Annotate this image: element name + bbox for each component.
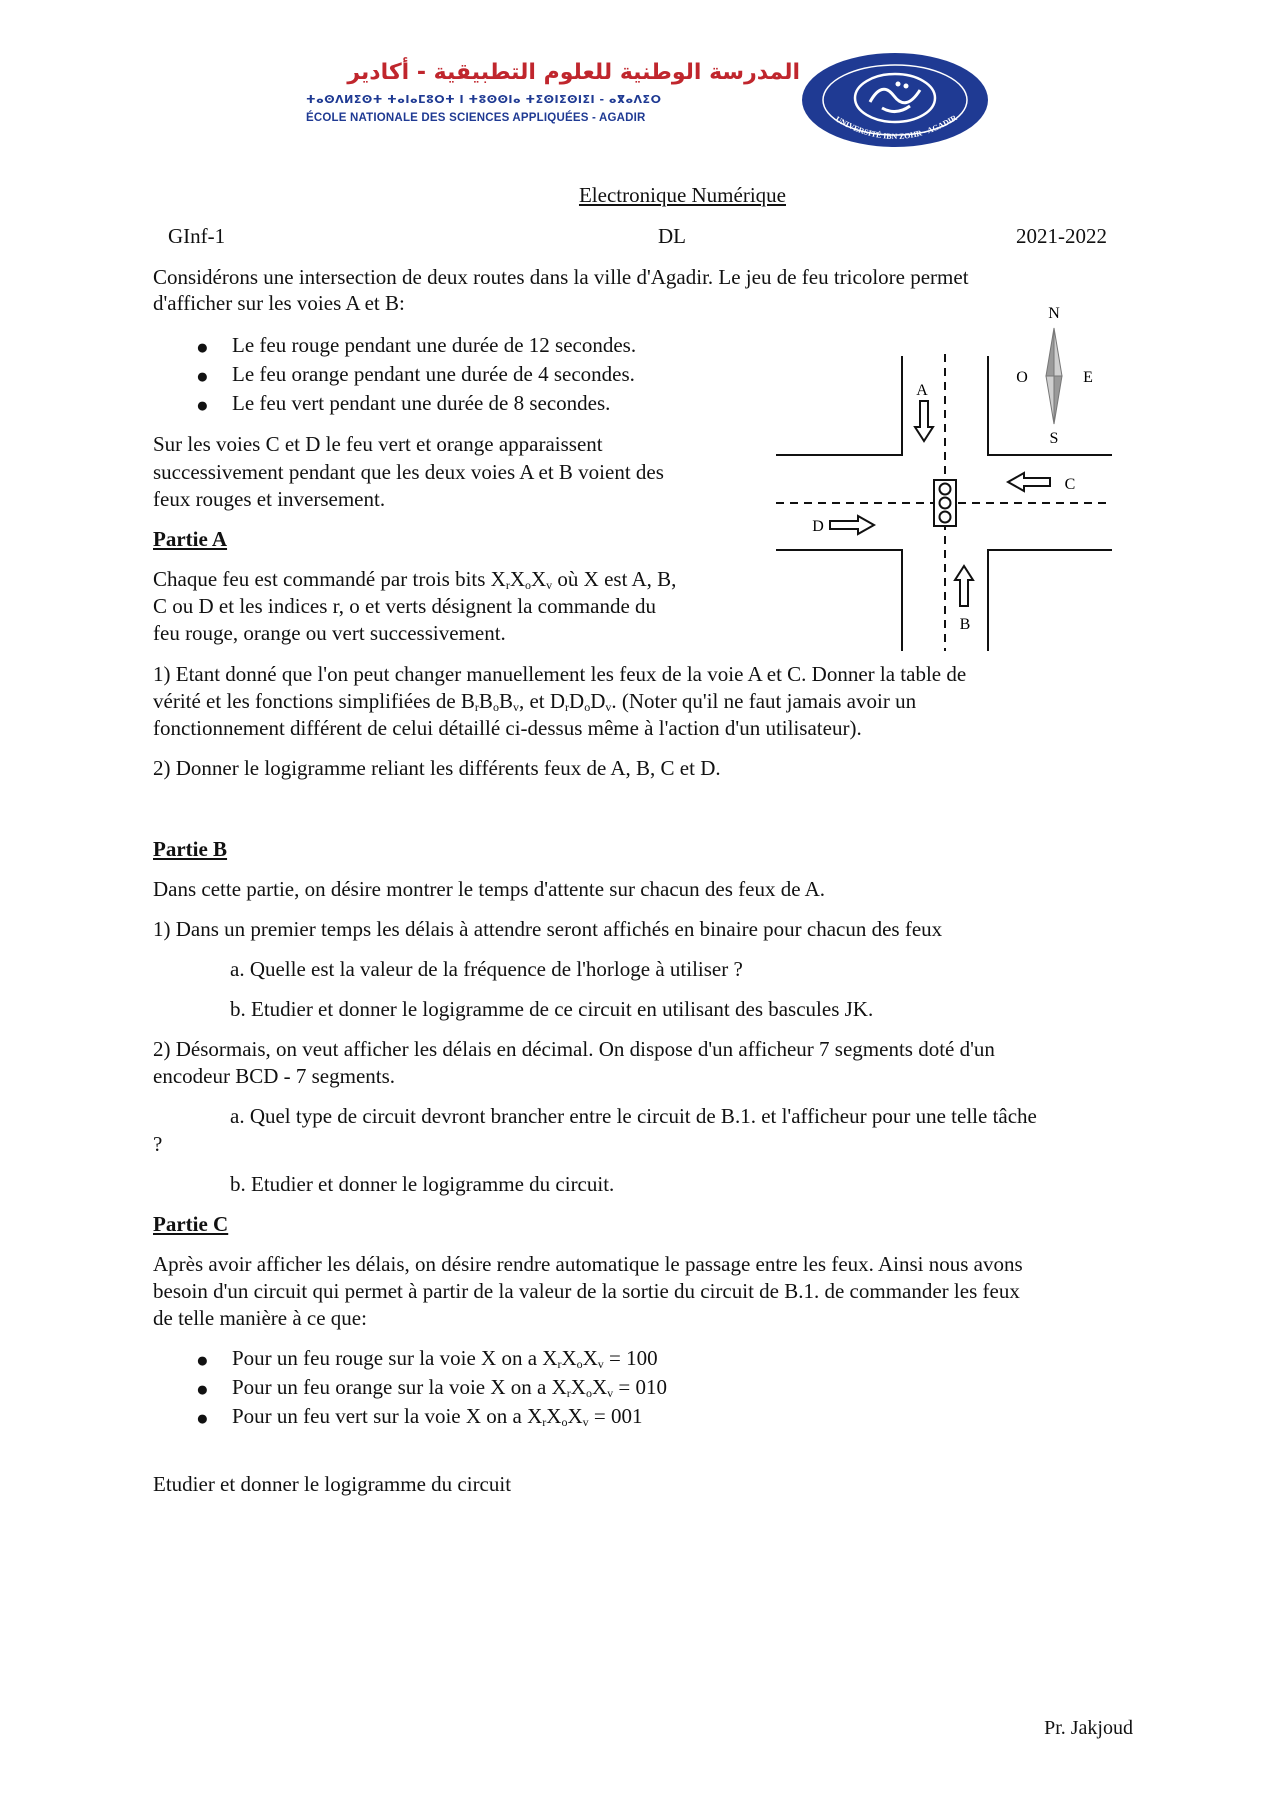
partie-b-q2a: a. Quel type de circuit devront brancher entre le circuit de B.1. et l'afficheur pour une telle tâche bbox=[230, 1104, 1037, 1128]
partie-a-desc-line-2: C ou D et les indices r, o et verts désignent la commande du bbox=[153, 594, 657, 618]
partie-b-q1a: a. Quelle est la valeur de la fréquence de l'horloge à utiliser ? bbox=[230, 957, 743, 981]
partie-c-closing: Etudier et donner le logigramme du circuit bbox=[153, 1472, 512, 1496]
partie-a-desc-line-3: feu rouge, orange ou vert successivement. bbox=[153, 621, 506, 645]
bullet-dot: ● bbox=[196, 364, 209, 388]
cd-line-3: feux rouges et inversement. bbox=[153, 487, 386, 511]
footer-author: Pr. Jakjoud bbox=[1044, 1717, 1133, 1739]
partie-a-q2: 2) Donner le logigramme reliant les différents feux de A, B, C et D. bbox=[153, 756, 721, 780]
bullet-dot: ● bbox=[196, 1406, 209, 1430]
cd-line-1: Sur les voies C et D le feu vert et orange apparaissent bbox=[153, 432, 603, 456]
partie-c-bullet-red: Pour un feu rouge sur la voie X on a $X_rX_oX_v = 100$ bbox=[232, 1346, 658, 1371]
partie-a-q1-line-1: 1) Etant donné que l'on peut changer manuellement les feux de la voie A et C. Donner la table de bbox=[153, 662, 967, 686]
bullet-orange-light: Le feu orange pendant une durée de 4 secondes. bbox=[232, 362, 635, 386]
compass-icon bbox=[1046, 328, 1062, 424]
bullet-dot: ● bbox=[196, 1377, 209, 1401]
lane-d-label: D bbox=[812, 518, 824, 535]
lane-a-arrow-icon bbox=[915, 401, 933, 441]
university-seal-icon bbox=[798, 50, 992, 150]
cd-line-2: successivement pendant que les deux voies A et B voient des bbox=[153, 460, 664, 484]
school-name-french: ÉCOLE NATIONALE DES SCIENCES APPLIQUÉES - AGADIR bbox=[306, 112, 646, 124]
intro-line-2: d'afficher sur les voies A et B: bbox=[153, 291, 405, 315]
course-title: Electronique Numérique bbox=[578, 183, 786, 207]
bullet-dot: ● bbox=[196, 393, 209, 417]
university-seal bbox=[798, 50, 992, 150]
partie-a-title: Partie A bbox=[153, 527, 228, 551]
partie-a-desc-line-1: Chaque feu est commandé par trois bits $X_rX_oX_v$ où X est A, B, bbox=[153, 567, 677, 592]
partie-b-title: Partie B bbox=[153, 837, 228, 861]
lane-a-label: A bbox=[916, 382, 928, 399]
school-name-arabic: المدرسة الوطنية للعلوم التطبيقية - أكادير bbox=[347, 60, 800, 85]
traffic-light-icon bbox=[934, 480, 956, 526]
school-logo bbox=[300, 56, 800, 136]
compass-north: N bbox=[1048, 305, 1060, 322]
lane-b-label: B bbox=[959, 616, 971, 633]
partie-a-q1-line-3: fonctionnement différent de celui détaillé ci-dessus même à l'action d'un utilisateur). bbox=[153, 716, 862, 740]
partie-b-q1: 1) Dans un premier temps les délais à attendre seront affichés en binaire pour chacun des feux bbox=[153, 917, 943, 941]
bullet-dot: ● bbox=[196, 335, 209, 359]
lane-c-arrow-icon bbox=[1008, 473, 1050, 491]
academic-year: 2021-2022 bbox=[1016, 224, 1107, 248]
school-name-tifinagh: ⵜⴰⵙⴷⵍⵉⵙⵜ ⵜⴰⵏⴰⵎⵓⵔⵜ ⵏ ⵜⵓⵙⵙⵏⴰ ⵜⵉⵙⵏⵉⵙⵏⵉⵏ - ⴰⴳⴰⴷⵉⵔ bbox=[306, 93, 662, 106]
compass-west: O bbox=[1016, 369, 1028, 386]
partie-b-q2b: b. Etudier et donner le logigramme du circuit. bbox=[230, 1172, 615, 1196]
partie-a-q1-line-2: vérité et les fonctions simplifiées de $B_rB_oB_v$, et $D_rD_oD_v$. (Noter qu'il ne faut jamais avoir un bbox=[153, 689, 917, 714]
lane-d-arrow-icon bbox=[830, 516, 874, 534]
partie-c-line-3: de telle manière à ce que: bbox=[153, 1306, 367, 1330]
partie-c-title: Partie C bbox=[153, 1212, 229, 1236]
intro-line-1: Considérons une intersection de deux routes dans la ville d'Agadir. Le jeu de feu tricolore permet bbox=[153, 265, 969, 289]
lane-b-arrow-icon bbox=[955, 566, 973, 606]
partie-c-bullet-orange: Pour un feu orange sur la voie X on a $X_rX_oX_v = 010$ bbox=[232, 1375, 667, 1400]
compass-east: E bbox=[1083, 369, 1093, 386]
bullet-green-light: Le feu vert pendant une durée de 8 secondes. bbox=[232, 391, 611, 415]
lane-c-label: C bbox=[1064, 476, 1076, 493]
partie-b-q2a-continuation: ? bbox=[153, 1132, 163, 1156]
partie-c-line-2: besoin d'un circuit qui permet à partir de la valeur de la sortie du circuit de B.1. de commander les feux bbox=[153, 1279, 1020, 1303]
document-type: DL bbox=[658, 224, 686, 248]
partie-b-q1b: b. Etudier et donner le logigramme de ce circuit en utilisant des bascules JK. bbox=[230, 997, 874, 1021]
compass-south: S bbox=[1049, 430, 1059, 447]
partie-c-line-1: Après avoir afficher les délais, on désire rendre automatique le passage entre les feux. Ainsi nous avons bbox=[153, 1252, 1023, 1276]
partie-c-bullet-green: Pour un feu vert sur la voie X on a $X_rX_oX_v = 001$ bbox=[232, 1404, 643, 1429]
intersection-diagram bbox=[770, 296, 1120, 656]
bullet-dot: ● bbox=[196, 1348, 209, 1372]
partie-b-q2-line-1: 2) Désormais, on veut afficher les délais en décimal. On dispose d'un afficheur 7 segments doté d'un bbox=[153, 1037, 995, 1061]
partie-b-q2-line-2: encodeur BCD - 7 segments. bbox=[153, 1064, 396, 1088]
partie-b-intro: Dans cette partie, on désire montrer le temps d'attente sur chacun des feux de A. bbox=[153, 877, 826, 901]
class-label: GInf-1 bbox=[168, 224, 226, 248]
svg-text:UNIVERSITÉ IBN ZOHR - AGADIR: UNIVERSITÉ IBN ZOHR - AGADIR bbox=[833, 113, 959, 142]
bullet-red-light: Le feu rouge pendant une durée de 12 secondes. bbox=[232, 333, 637, 357]
